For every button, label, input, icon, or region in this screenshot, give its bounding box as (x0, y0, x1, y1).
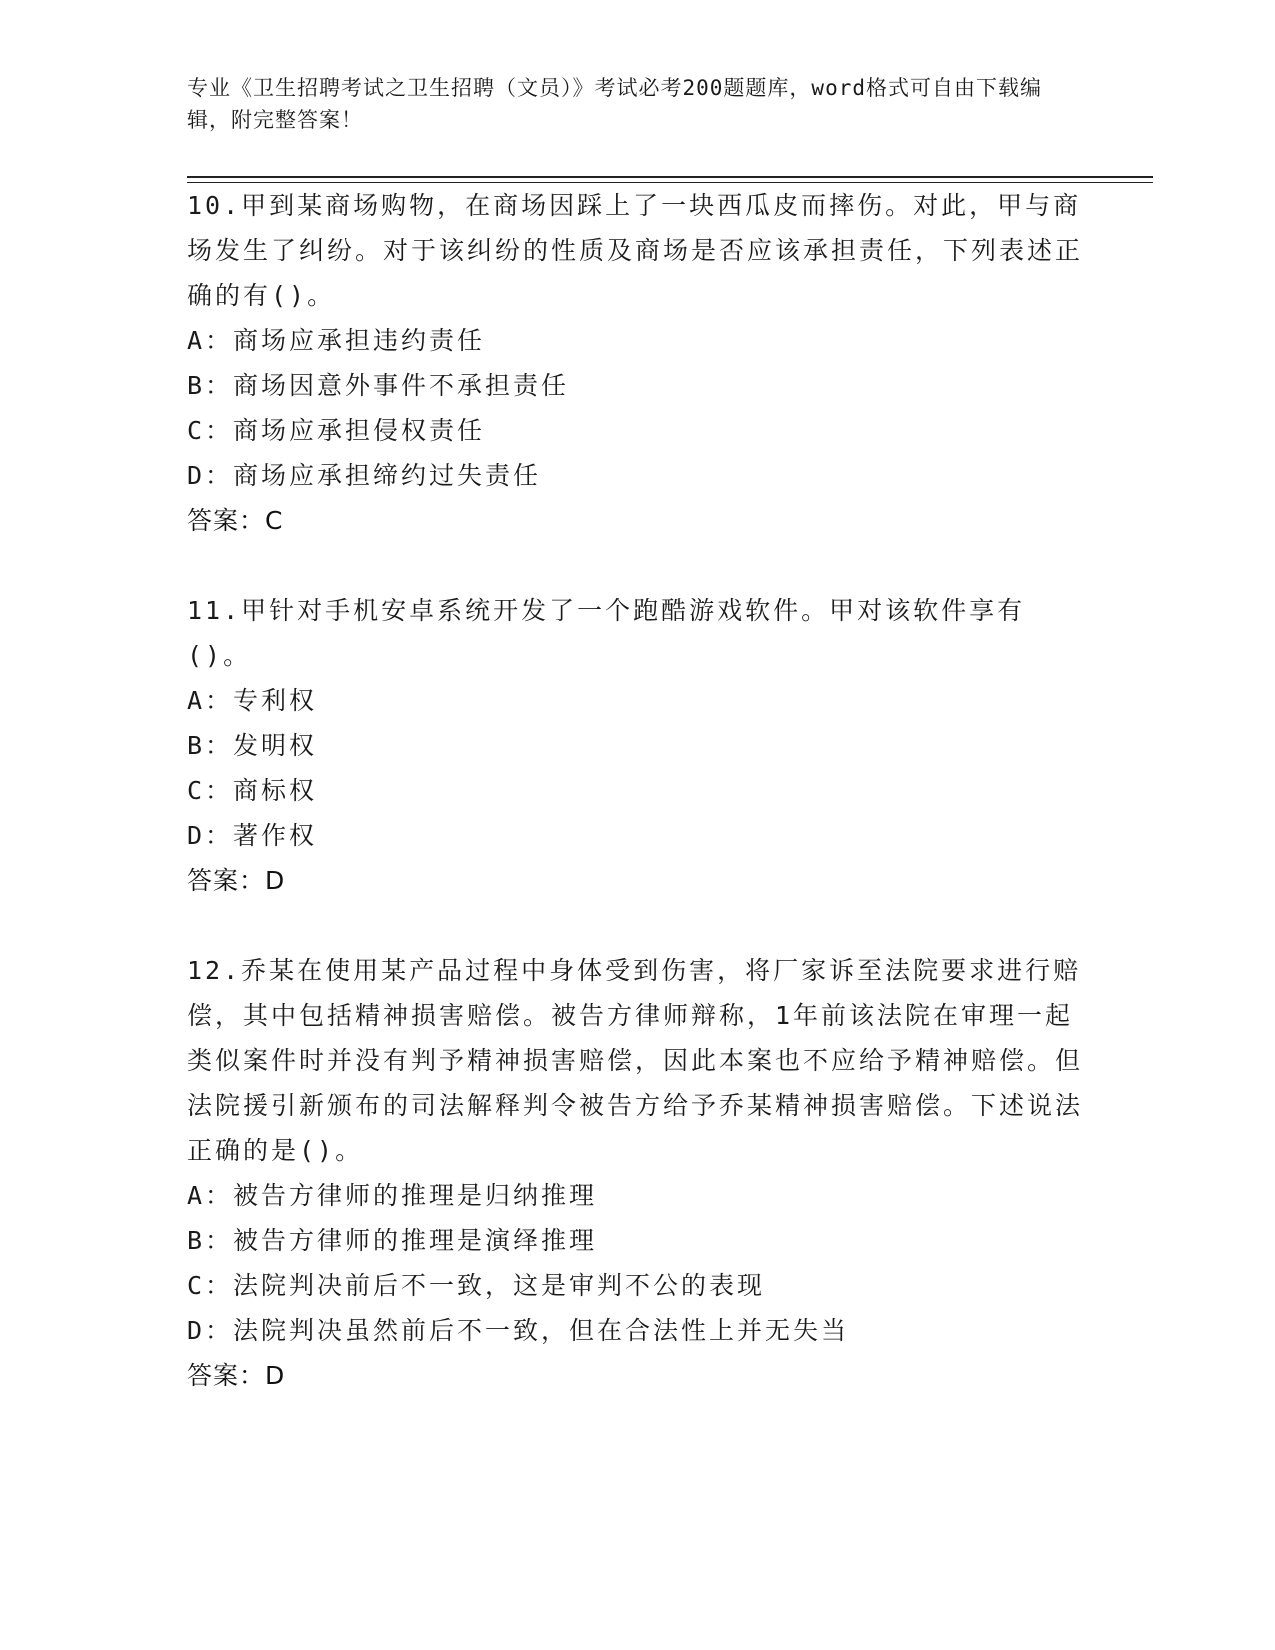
option-b: B：商场因意外事件不承担责任 (187, 371, 570, 400)
option-d: D：著作权 (187, 821, 318, 850)
question-12 (187, 948, 1087, 1398)
answer: 答案：C (187, 506, 284, 535)
option-d: D：商场应承担缔约过失责任 (187, 461, 542, 490)
option-b: B：发明权 (187, 731, 318, 760)
option-c: C：法院判决前后不一致，这是审判不公的表现 (187, 1271, 766, 1300)
option-b: B：被告方律师的推理是演绎推理 (187, 1226, 598, 1255)
question-10 (187, 183, 1087, 543)
question-text: 11.甲针对手机安卓系统开发了一个跑酷游戏软件。甲对该软件享有()。 (187, 596, 1026, 670)
option-a: A：专利权 (187, 686, 318, 715)
header-divider-thick (187, 176, 1153, 178)
document-header: 专业《卫生招聘考试之卫生招聘（文员）》考试必考200题题库，word格式可自由下载编辑，附完整答案！ (187, 76, 1042, 132)
option-d: D：法院判决虽然前后不一致，但在合法性上并无失当 (187, 1316, 850, 1345)
option-a: A：被告方律师的推理是归纳推理 (187, 1181, 598, 1210)
question-11 (187, 588, 1087, 903)
option-c: C：商标权 (187, 776, 318, 805)
answer: 答案：D (187, 866, 286, 895)
question-text: 10.甲到某商场购物，在商场因踩上了一块西瓜皮而摔伤。对此，甲与商场发生了纠纷。对于该纠纷的性质及商场是否应该承担责任，下列表述正确的有()。 (187, 191, 1084, 310)
option-a: A：商场应承担违约责任 (187, 326, 486, 355)
answer: 答案：D (187, 1361, 286, 1390)
option-c: C：商场应承担侵权责任 (187, 416, 486, 445)
question-text: 12.乔某在使用某产品过程中身体受到伤害，将厂家诉至法院要求进行赔偿，其中包括精神损害赔偿。被告方律师辩称，1年前该法院在审理一起类似案件时并没有判予精神损害赔偿，因此本案也不应给予精神赔偿。但法院援引新颁布的司法解释判令被告方给予乔某精神损害赔偿。下述说法正确的是()。 (187, 956, 1084, 1165)
